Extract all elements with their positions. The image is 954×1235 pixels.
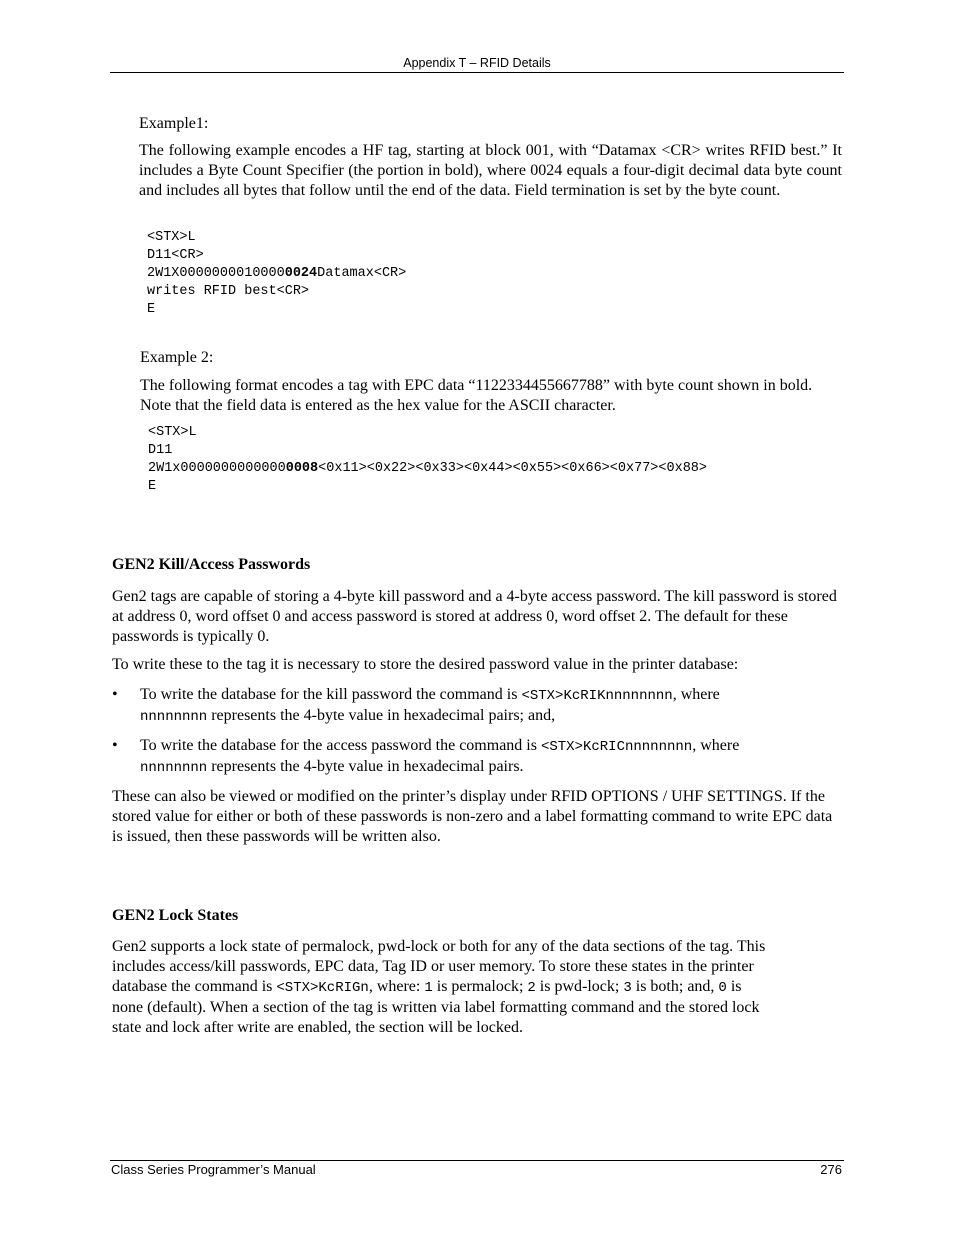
command-code: nnnnnnnn xyxy=(140,709,208,725)
code-line: E xyxy=(147,302,156,317)
command-code: <STX>KcRIGn xyxy=(276,980,369,996)
page-number: 276 xyxy=(820,1162,842,1177)
footer-rule xyxy=(110,1160,844,1161)
text-line: database the command is xyxy=(112,978,277,995)
example2-label: Example 2: xyxy=(140,349,214,366)
running-header: Appendix T – RFID Details xyxy=(403,56,551,70)
code-line: D11<CR> xyxy=(147,248,204,263)
code-line: <STX>L xyxy=(148,425,197,440)
text-line: is permalock; xyxy=(432,978,528,995)
lock-paragraph xyxy=(112,937,842,1038)
example1-code-block xyxy=(147,229,406,319)
bullet-text: To write the database for the access password the command is xyxy=(140,737,541,754)
code-line: E xyxy=(148,479,157,494)
bullet-icon: • xyxy=(112,737,118,754)
code-line: 2W1X0000000010000 xyxy=(147,266,285,281)
example2-paragraph: The following format encodes a tag with EPC data “1122334455667788” with byte count shown in bold. Note that the field data is entered as the hex value for the ASCII character. xyxy=(140,377,813,414)
code-line: writes RFID best<CR> xyxy=(147,284,310,299)
byte-count-bold: 0024 xyxy=(284,266,318,281)
text-line: is xyxy=(726,978,742,995)
command-code: 0 xyxy=(718,980,727,996)
command-code: <STX>KcRIKnnnnnnnn xyxy=(521,688,673,704)
bullet-text: represents the 4-byte value in hexadecimal pairs. xyxy=(207,758,524,775)
text-line: is both; and, xyxy=(631,978,719,995)
bullet-icon: • xyxy=(112,686,118,703)
example1-label: Example1: xyxy=(139,115,209,132)
code-line: <0x11><0x22><0x33><0x44><0x55><0x66><0x77><0x88> xyxy=(318,461,708,476)
text-line: is pwd-lock; xyxy=(535,978,624,995)
bullet-text: , where xyxy=(692,737,740,754)
command-code: 3 xyxy=(623,980,632,996)
bullet-item-access xyxy=(140,736,842,778)
section-heading-lock-states: GEN2 Lock States xyxy=(112,907,239,924)
code-line: D11 xyxy=(148,443,173,458)
footer-manual-title: Class Series Programmer’s Manual xyxy=(111,1162,316,1177)
text-line: none (default). When a section of the tag is written via label formatting command and the stored lock xyxy=(112,999,760,1016)
code-line: <STX>L xyxy=(147,230,196,245)
command-code: <STX>KcRICnnnnnnnn xyxy=(540,739,693,755)
bullet-text: To write the database for the kill password the command is xyxy=(140,686,522,703)
code-line: Datamax<CR> xyxy=(317,266,407,281)
kill-paragraph-1: Gen2 tags are capable of storing a 4-byte kill password and a 4-byte access password. The kill password is stored at address 0, word offset 0 and access password is stored at address 0, word offset 2. The default for these passwords is typically 0. xyxy=(112,588,837,645)
example2-code-block xyxy=(148,424,707,496)
text-line: , where: xyxy=(368,978,425,995)
header-rule xyxy=(110,72,844,73)
code-line: 2W1x0000000000000 xyxy=(148,461,286,476)
text-line: includes access/kill passwords, EPC data, Tag ID or user memory. To store these states in the printer xyxy=(112,958,754,975)
text-line: Gen2 supports a lock state of permalock, pwd-lock or both for any of the data sections of the tag. This xyxy=(112,938,766,955)
bullet-item-kill xyxy=(140,685,842,727)
section-heading-kill-access: GEN2 Kill/Access Passwords xyxy=(112,556,311,573)
bullet-text: , where xyxy=(672,686,720,703)
byte-count-bold: 0008 xyxy=(285,461,319,476)
command-code: 1 xyxy=(424,980,433,996)
bullet-text: represents the 4-byte value in hexadecimal pairs; and, xyxy=(207,707,556,724)
text-line: state and lock after write are enabled, the section will be locked. xyxy=(112,1019,523,1036)
kill-paragraph-3: These can also be viewed or modified on the printer’s display under RFID OPTIONS / UHF SETTINGS. If the stored value for either or both of these passwords is non-zero and a label formatting command to write EPC data is issued, then these passwords will be written also. xyxy=(112,788,833,845)
command-code: 2 xyxy=(527,980,536,996)
command-code: nnnnnnnn xyxy=(140,760,208,776)
kill-paragraph-2: To write these to the tag it is necessary to store the desired password value in the printer database: xyxy=(112,656,739,673)
example1-paragraph: The following example encodes a HF tag, starting at block 001, with “Datamax <CR> writes RFID best.” It includes a Byte Count Specifier (the portion in bold), where 0024 equals a four-digit decimal data byte count and includes all bytes that follow until the end of the data. Field termination is set by the byte count. xyxy=(139,142,842,199)
